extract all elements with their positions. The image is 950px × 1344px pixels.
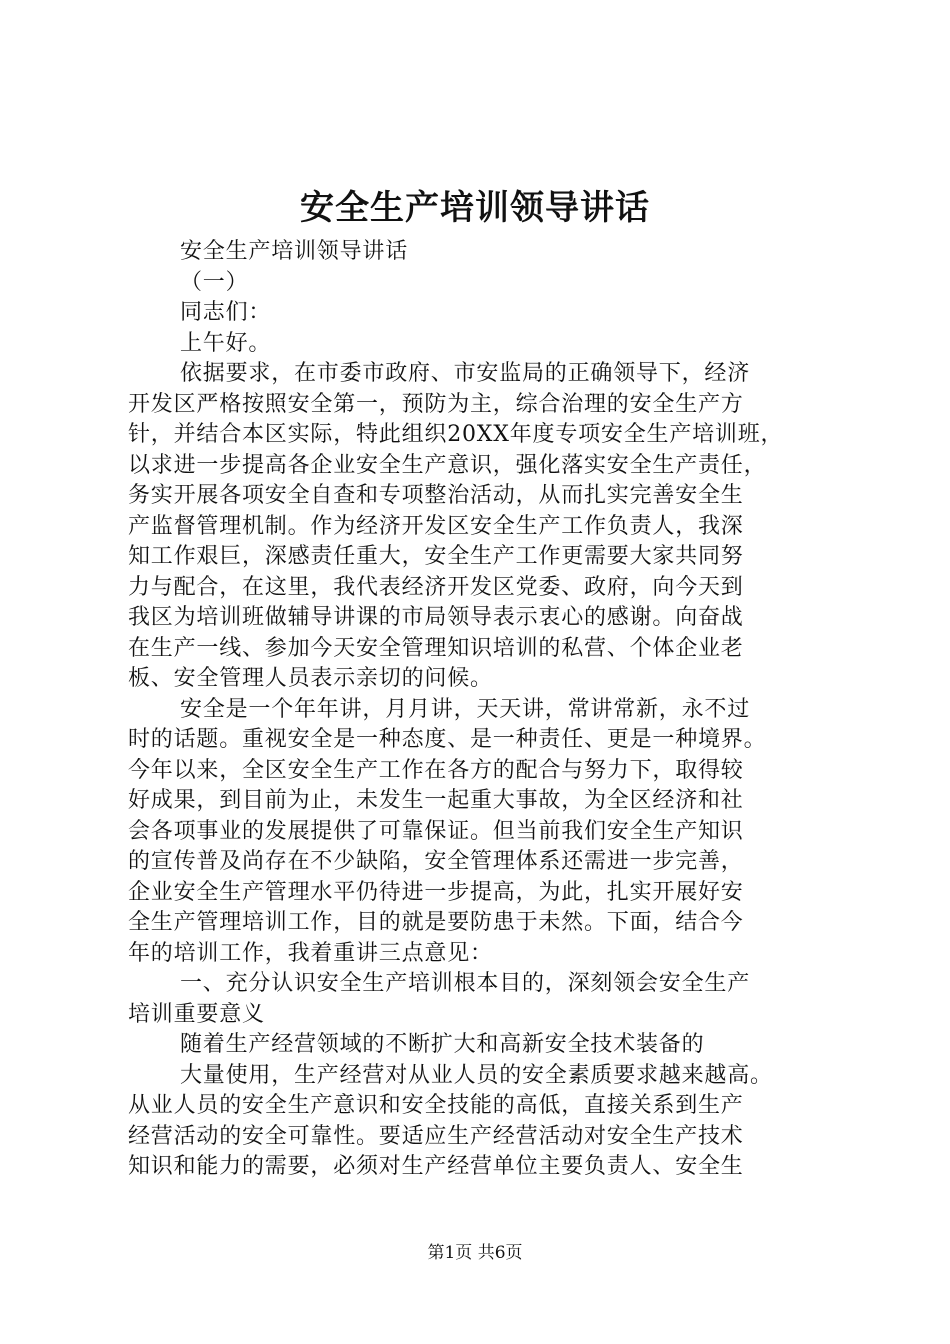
text-line: 同志们： <box>180 300 272 325</box>
text-line: 务实开展各项安全自查和专项整治活动，从而扎实完善安全生 <box>128 483 744 508</box>
text-line: 在生产一线、参加今天安全管理知识培训的私营、个体企业老 <box>128 635 744 661</box>
document-body <box>128 237 848 1183</box>
document-title: 安全生产培训领导讲话 <box>300 188 650 228</box>
text-line: 以求进一步提高各企业安全生产意识，强化落实安全生产责任， <box>128 452 767 478</box>
text-line: 安全生产培训领导讲话 <box>180 239 409 264</box>
text-line: 安全是一个年年讲，月月讲，天天讲，常讲常新，永不过 <box>180 696 751 722</box>
text-line: 开发区严格按照安全第一，预防为主，综合治理的安全生产方 <box>128 391 744 417</box>
text-line: （一） <box>180 269 249 295</box>
text-line: 知工作艰巨，深感责任重大，安全生产工作更需要大家共同努 <box>128 544 744 569</box>
text-line: 年的培训工作，我着重讲三点意见： <box>128 940 493 966</box>
text-line: 依据要求，在市委市政府、市安监局的正确领导下，经济 <box>180 361 751 386</box>
text-line: 时的话题。重视安全是一种态度、是一种责任、更是一种境界。 <box>128 727 767 752</box>
text-line: 上午好。 <box>180 330 272 356</box>
text-line: 产监督管理机制。作为经济开发区安全生产工作负责人，我深 <box>128 513 744 539</box>
text-line: 我区为培训班做辅导讲课的市局领导表示衷心的感谢。向奋战 <box>128 605 744 630</box>
section-heading-line: 培训重要意义 <box>128 1001 265 1027</box>
text-line: 随着生产经营领域的不断扩大和高新安全技术装备的 <box>180 1032 705 1057</box>
section-heading-line: 一、充分认识安全生产培训根本目的，深刻领会安全生产 <box>180 971 751 996</box>
text-line: 会各项事业的发展提供了可靠保证。但当前我们安全生产知识 <box>128 818 744 844</box>
text-line: 好成果，到目前为止，未发生一起重大事故，为全区经济和社 <box>128 788 744 813</box>
text-line: 从业人员的安全生产意识和安全技能的高低，直接关系到生产 <box>128 1093 744 1118</box>
text-line: 大量使用，生产经营对从业人员的安全素质要求越来越高。 <box>180 1062 773 1088</box>
text-line: 板、安全管理人员表示亲切的问候。 <box>128 666 493 691</box>
text-line: 力与配合，在这里，我代表经济开发区党委、政府，向今天到 <box>128 574 744 600</box>
text-line: 针，并结合本区实际，特此组织20XX年度专项安全生产培训班， <box>128 422 784 447</box>
text-line: 企业安全生产管理水平仍待进一步提高，为此，扎实开展好安 <box>128 879 744 905</box>
text-line: 经营活动的安全可靠性。要适应生产经营活动对安全生产技术 <box>128 1123 744 1149</box>
text-line: 全生产管理培训工作，目的就是要防患于未然。下面，结合今 <box>128 910 744 935</box>
text-line: 知识和能力的需要，必须对生产经营单位主要负责人、安全生 <box>128 1154 744 1179</box>
page-number-footer: 第1页 共6页 <box>427 1243 523 1263</box>
text-line: 的宣传普及尚存在不少缺陷，安全管理体系还需进一步完善， <box>128 849 744 874</box>
text-line: 今年以来，全区安全生产工作在各方的配合与努力下，取得较 <box>128 757 744 783</box>
